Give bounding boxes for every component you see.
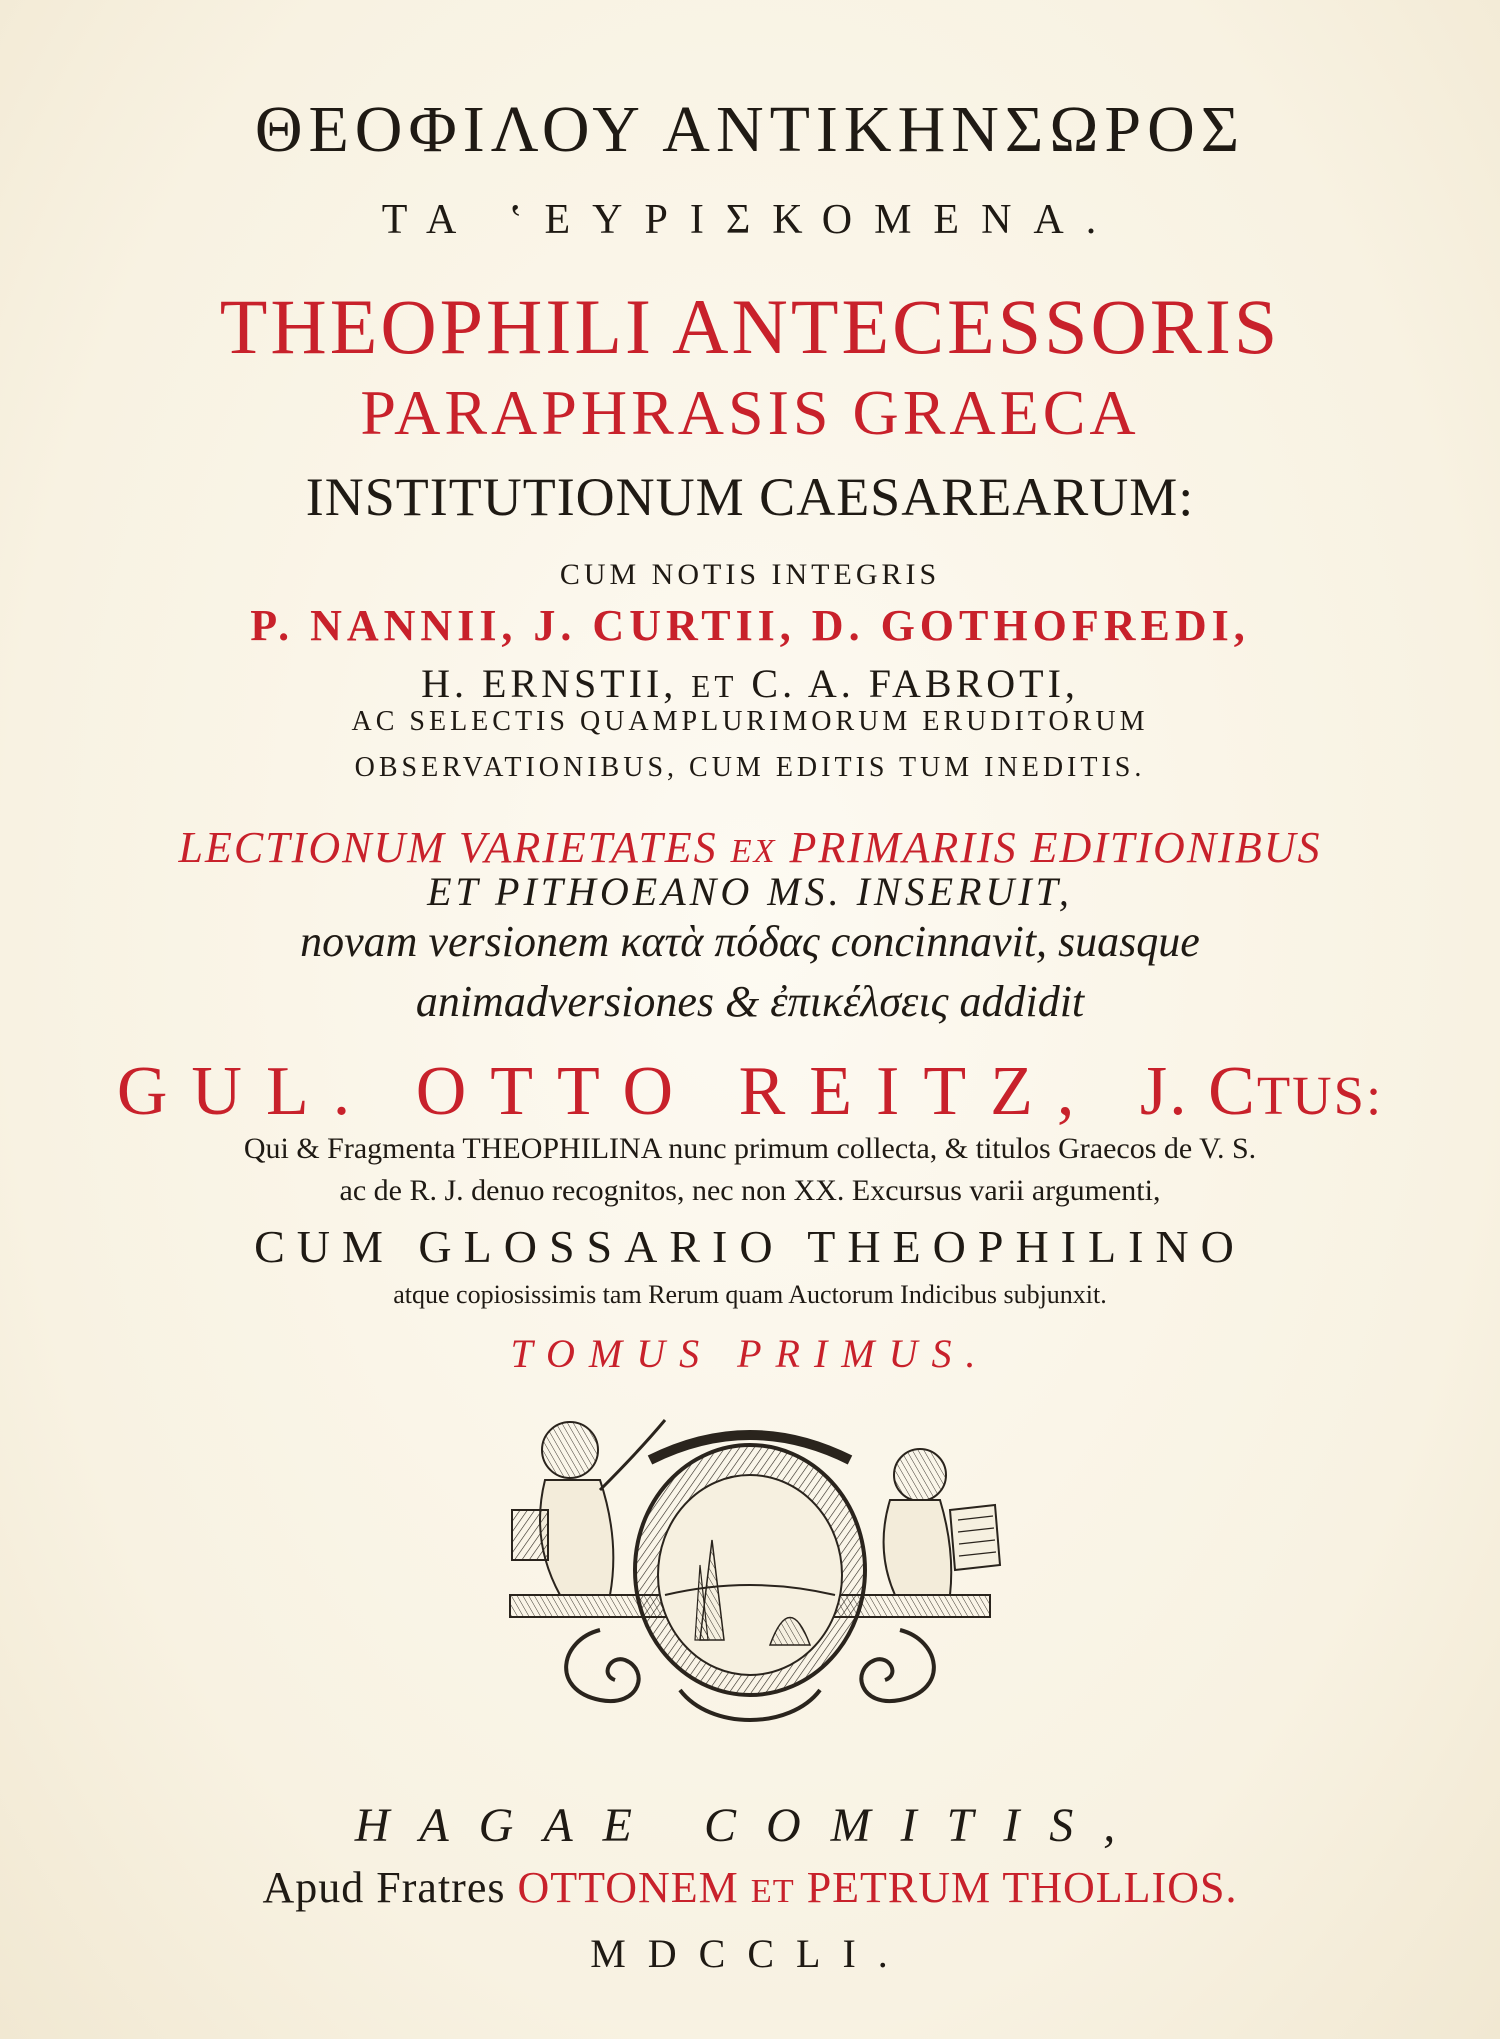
qui-line-2: ac de R. J. denuo recognitos, nec non XX. Excursus varii argumenti,	[339, 1174, 1161, 1207]
lectionum-c: PRIMARIIS EDITIONIBUS	[789, 823, 1322, 872]
apud-b: OTTONEM	[517, 1863, 739, 1912]
left-cherub-book	[512, 1510, 548, 1560]
engraved-vignette-image	[450, 1390, 1050, 1750]
author-a: GUL. OTTO REITZ,	[116, 1053, 1099, 1130]
left-cherub-head	[542, 1422, 598, 1478]
novam-versionem-line	[0, 916, 1500, 967]
tomus-line: TOMUS PRIMUS.	[510, 1331, 990, 1376]
place-line: HAGAE COMITIS,	[354, 1799, 1146, 1852]
editors-line-2	[0, 660, 1500, 707]
lectionum-a: LECTIONUM VARIETATES	[178, 823, 718, 872]
apud-c: ET	[750, 1872, 795, 1910]
editors-line-2-b: ET	[691, 669, 738, 704]
publisher-line	[0, 1862, 1500, 1913]
left-scroll-ornament	[566, 1630, 638, 1701]
editors-line-1: P. NANNII, J. CURTII, D. GOTHOFREDI,	[250, 601, 1250, 650]
apud-d: PETRUM THOLLIOS.	[806, 1863, 1238, 1912]
author-line	[0, 1052, 1500, 1132]
observationibus-line: OBSERVATIONIBUS, CUM EDITIS TUM INEDITIS.	[354, 752, 1146, 783]
editors-line-2-a: H. ERNSTII,	[421, 661, 678, 706]
greek-title: ΘΕΟΦΙΛΟΥ ΑΝΤΙΚΗΝΣΩΡΟΣ	[254, 93, 1246, 166]
apud-a: Apud Fratres	[262, 1863, 506, 1912]
novam-greek: κατὰ πόδας	[620, 917, 820, 966]
animad-a: animadversiones &	[415, 977, 760, 1026]
editors-line-2-c: C. A. FABROTI,	[751, 661, 1079, 706]
right-scroll-ornament	[861, 1630, 933, 1701]
novam-a: novam versionem	[300, 917, 610, 966]
animad-b: addidit	[959, 977, 1085, 1026]
year-line: MDCCLI.	[590, 1931, 910, 1976]
author-b: J. C	[1139, 1053, 1257, 1130]
novam-b: concinnavit, suasque	[830, 917, 1200, 966]
author-c: TUS:	[1256, 1065, 1384, 1126]
lectionum-b: EX	[730, 832, 777, 870]
title-line-3: INSTITUTIONUM CAESAREARUM:	[305, 467, 1195, 527]
greek-subtitle: ΤΑ ʽΕΥΡΙΣΚΟΜΕΝΑ.	[381, 197, 1119, 243]
title-line-1: THEOPHILI ANTECESSORIS	[219, 283, 1281, 370]
atque-line: atque copiosissimis tam Rerum quam Auctorum Indicibus subjunxit.	[393, 1280, 1107, 1309]
qui-line-1: Qui & Fragmenta THEOPHILINA nunc primum collecta, & titulos Graecos de V. S.	[243, 1132, 1257, 1165]
pithoeano-line: ET PITHOEANO MS. INSERUIT,	[427, 869, 1073, 914]
right-cherub-head	[894, 1449, 946, 1501]
selectis-line: AC SELECTIS QUAMPLURIMORUM ERUDITORUM	[351, 706, 1149, 737]
animadversiones-line	[0, 976, 1500, 1027]
right-cherub-book	[950, 1505, 1000, 1570]
notes-line: CUM NOTIS INTEGRIS	[559, 558, 941, 591]
left-cherub-body	[540, 1480, 613, 1595]
animad-greek: ἐπικέλσεις	[770, 977, 949, 1026]
lectionum-line	[0, 822, 1500, 873]
title-line-2: PARAPHRASIS GRAECA	[360, 377, 1140, 448]
medallion-landscape	[658, 1475, 842, 1675]
glossario-line: CUM GLOSSARIO THEOPHILINO	[254, 1221, 1246, 1272]
right-cherub-body	[884, 1500, 952, 1595]
